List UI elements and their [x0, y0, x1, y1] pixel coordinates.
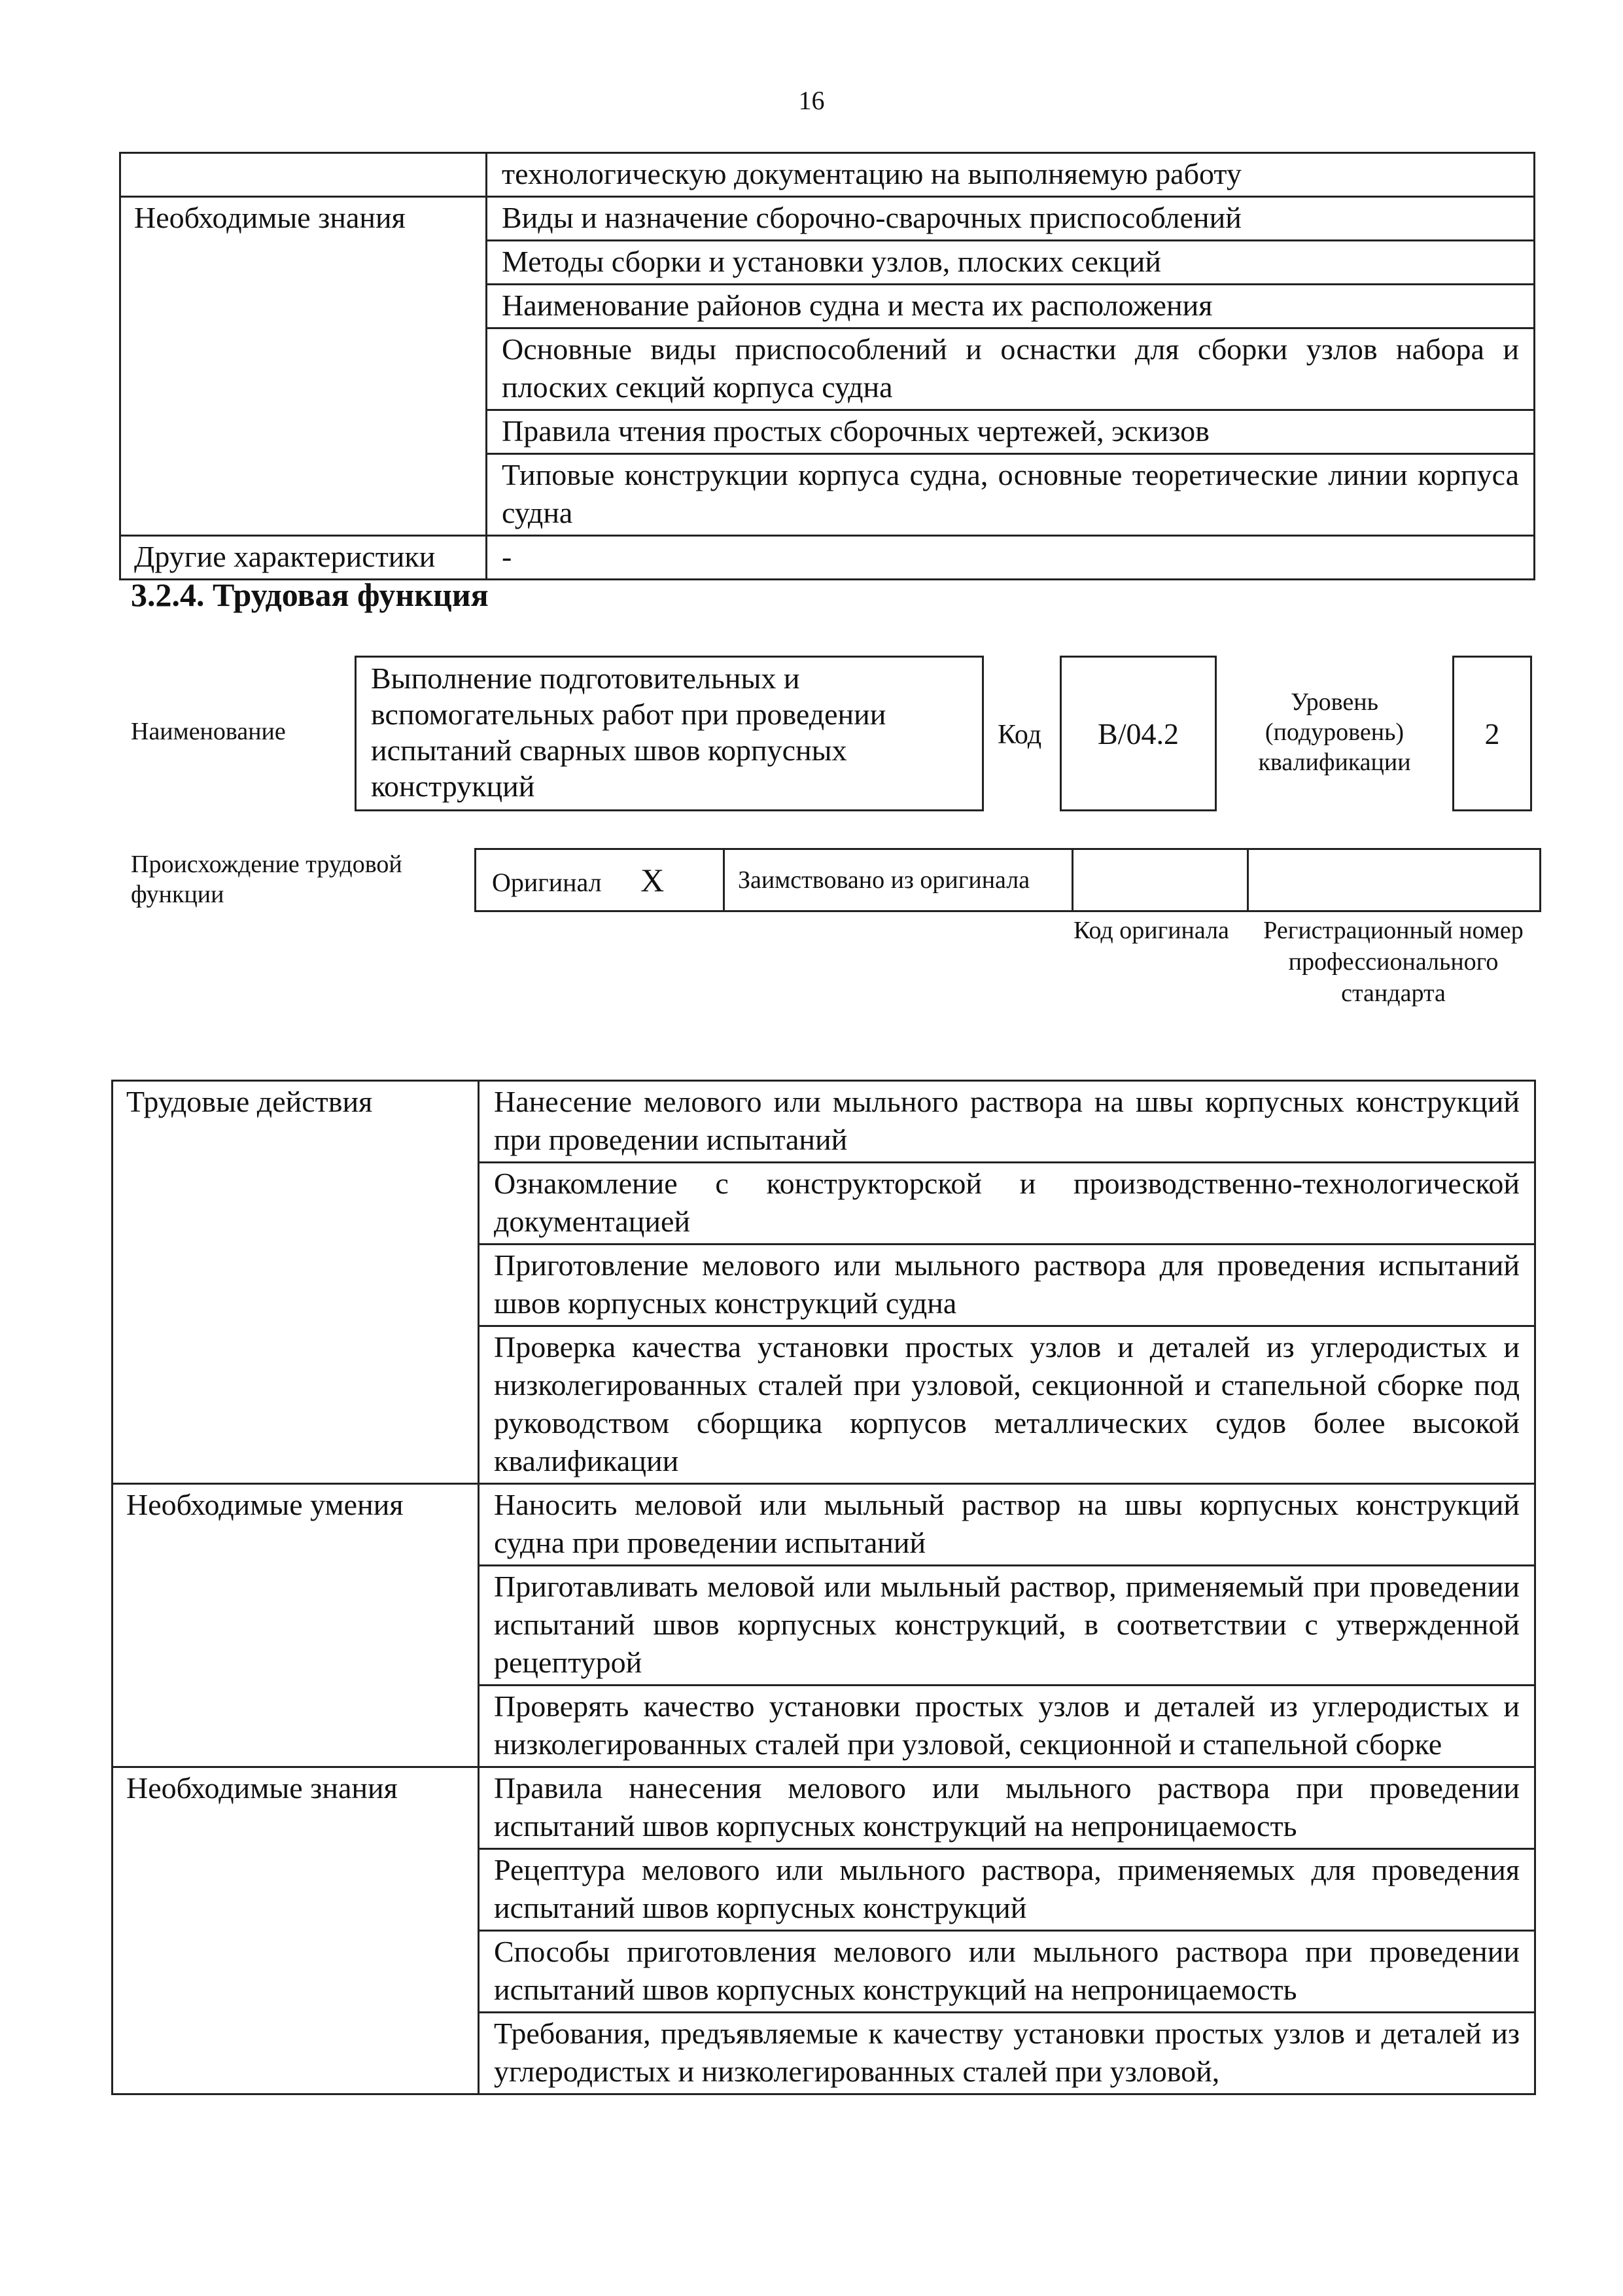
group-label-labor-actions: Трудовые действия [113, 1081, 479, 1484]
qualification-level-box: 2 [1452, 656, 1532, 811]
table-row [113, 1767, 1535, 1849]
function-code-box: В/04.2 [1060, 656, 1217, 811]
borrowed-label: Заимствовано из оригинала [724, 849, 1073, 911]
code-label: Код [998, 720, 1042, 750]
row-text: Проверять качество установки простых узлов и деталей из углеродистых и низколегированных сталей при узловой, секционной и стапельной сборке [479, 1686, 1535, 1767]
row-text: Приготовление мелового или мыльного раствора для проведения испытаний швов корпусных конструкций судна [479, 1245, 1535, 1326]
original-code-cell [1073, 849, 1248, 911]
origin-table [474, 848, 1541, 912]
row-text: Приготавливать меловой или мыльный раствор, применяемый при проведении испытаний швов корпусных конструкций, в соответствии с утвержденной рецептурой [479, 1566, 1535, 1686]
group-label-required-skills: Необходимые умения [113, 1484, 479, 1767]
section-heading: 3.2.4. Трудовая функция [131, 576, 489, 613]
registration-number-caption: Регистрационный номер профессионального стандарта [1263, 917, 1524, 1007]
table-row [120, 197, 1535, 241]
row-text: Способы приготовления мелового или мыльного раствора при проведении испытаний швов корпусных конструкций на непроницаемость [479, 1931, 1535, 2013]
row-text: Наносить меловой или мыльный раствор на швы корпусных конструкций судна при проведении испытаний [479, 1484, 1535, 1566]
table-row [120, 153, 1535, 197]
registration-number-cell [1248, 849, 1541, 911]
table-row [120, 536, 1535, 580]
row-text: Основные виды приспособлений и оснастки для сборки узлов набора и плоских секций корпуса судна [487, 328, 1535, 410]
function-name-box: Выполнение подготовительных и вспомогательных работ при проведении испытаний сварных швов корпусных конструкций [355, 656, 984, 811]
row-text: Ознакомление с конструкторской и производственно-технологической документацией [479, 1163, 1535, 1245]
row-text: Типовые конструкции корпуса судна, основные теоретические линии корпуса судна [487, 454, 1535, 536]
origin-label: Происхождение трудовой функции [131, 851, 402, 908]
original-code-caption: Код оригинала [1073, 917, 1229, 944]
row-text: Методы сборки и установки узлов, плоских секций [487, 241, 1535, 285]
row-text: Наименование районов судна и места их расположения [487, 285, 1535, 328]
row-text: Рецептура мелового или мыльного раствора, применяемых для проведения испытаний швов корпусных конструкций [479, 1849, 1535, 1931]
group-label-required-knowledge: Необходимые знания [113, 1767, 479, 2094]
row-text: - [487, 536, 1535, 580]
original-label: Оригинал [492, 868, 602, 897]
original-mark: X [640, 862, 665, 898]
original-cell [476, 849, 724, 911]
row-text: Правила чтения простых сборочных чертежей, эскизов [487, 410, 1535, 454]
table-row [113, 1081, 1535, 1163]
name-label: Наименование [131, 718, 286, 745]
page-number: 16 [798, 86, 825, 115]
knowledge-table-continued [119, 152, 1535, 580]
row-text: Виды и назначение сборочно-сварочных приспособлений [487, 197, 1535, 241]
row-text: Правила нанесения мелового или мыльного раствора при проведении испытаний швов корпусных конструкций на непроницаемость [479, 1767, 1535, 1849]
row-label-required-knowledge: Необходимые знания [120, 197, 487, 536]
row-text: Требования, предъявляемые к качеству установки простых узлов и деталей из углеродистых и низколегированных сталей при узловой, [479, 2013, 1535, 2094]
labor-function-table [111, 1080, 1536, 2095]
level-label: Уровень (подуровень) квалификации [1258, 688, 1411, 776]
row-label [120, 153, 487, 197]
row-text: Проверка качества установки простых узлов и деталей из углеродистых и низколегированных сталей при узловой, секционной и стапельной сборке под руководством сборщика корпусов металлических судов более высокой квалификации [479, 1326, 1535, 1484]
table-row [113, 1484, 1535, 1566]
row-label-other-characteristics: Другие характеристики [120, 536, 487, 580]
row-text: технологическую документацию на выполняемую работу [487, 153, 1535, 197]
row-text: Нанесение мелового или мыльного раствора на швы корпусных конструкций при проведении испытаний [479, 1081, 1535, 1163]
